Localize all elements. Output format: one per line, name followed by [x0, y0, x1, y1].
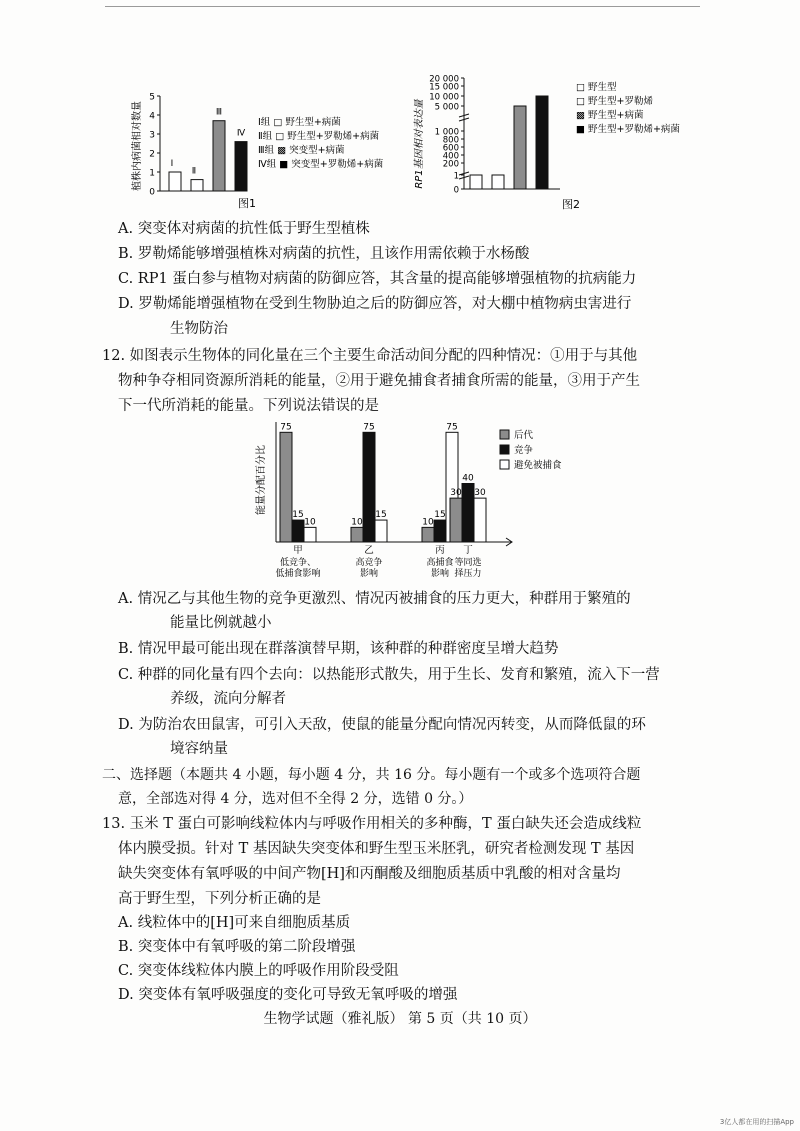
figure-1-bar-label: Ⅲ [215, 107, 223, 118]
figure-3-legend-item: 竞争 [514, 445, 534, 456]
figure-3-group-label: 丙 [435, 545, 445, 556]
q13-option-a: A. 线粒体中的[H]可来自细胞质基质 [118, 915, 351, 931]
figure-3-bar-label: 30 [450, 488, 462, 499]
figure-2-legend-item: ▩ 野生型+病菌 [576, 110, 644, 121]
q11-option-d-cont: 生物防治 [170, 321, 228, 337]
figure-3-group-desc: 影响 [430, 569, 450, 579]
q12-option-c: C. 种群的同化量有四个去向：以热能形式散失，用于生长、发育和繁殖，流入下一营 [118, 667, 660, 683]
figure-2-ytick-label: 10 000 [429, 92, 459, 103]
figure-1-bar-label: Ⅰ [170, 159, 174, 169]
q13-stem-4: 高于野生型，下列分析正确的是 [118, 891, 321, 907]
figure-2-bar [492, 175, 504, 189]
figure-2-legend-item: □ 野生型 [576, 82, 617, 93]
q12-stem-3: 下一代所消耗的能量。下列说法错误的是 [118, 398, 379, 414]
figure-3-group-desc: 高竞争 [355, 558, 383, 568]
q11-option-a: A. 突变体对病菌的抗性低于野生型植株 [118, 221, 370, 237]
figure-1-bar-label: Ⅳ [236, 128, 246, 139]
figure-1-bar [191, 180, 203, 191]
page-footer: 生物学试题（雅礼版） 第 5 页（共 10 页） [263, 1011, 537, 1027]
figure-3-bar-label: 15 [434, 510, 446, 521]
q12-option-d-cont: 境容纳量 [170, 741, 228, 757]
figure-3-legend-item: 后代 [514, 430, 534, 441]
figure-1-legend-item: Ⅲ组 ▩ 突变型+病菌 [258, 145, 345, 156]
figure-1-chart [128, 88, 384, 210]
figure-3-bar-label: 75 [363, 422, 375, 433]
figure-3-legend-swatch [500, 430, 509, 439]
figure-1-ytick-label: 3 [149, 130, 155, 141]
figure-3-bar-label: 10 [422, 517, 434, 528]
figure-3-group-desc: 高捕食 [426, 558, 454, 568]
figure-3-group-label: 丁 [463, 545, 473, 556]
q11-option-d: D. 罗勒烯能增强植物在受到生物胁迫之后的防御应答，对大棚中植物病虫害进行 [118, 296, 632, 312]
figure-3-bar-label: 15 [375, 510, 387, 521]
figure-2-bar [470, 175, 482, 189]
figure-2-legend-item: ■ 野生型+罗勒烯+病菌 [576, 124, 680, 135]
section-2-header-cont: 意，全部选对得 4 分，选对但不全得 2 分，选错 0 分。） [118, 791, 473, 807]
figure-3-bar [292, 520, 304, 542]
q12-option-b: B. 情况甲最可能出现在群落演替早期，该种群的种群密度呈增大趋势 [118, 641, 559, 657]
figure-2-ylabel: RP1基因相对表达量 [414, 99, 425, 189]
figure-3-legend-swatch [500, 460, 509, 469]
figure-3-bar [434, 520, 446, 542]
figure-3-bar-label: 75 [446, 422, 458, 433]
figure-1-ytick-label: 0 [149, 187, 155, 198]
q12-option-a-cont: 能量比例就越小 [170, 615, 272, 631]
figure-1-ytick-label: 5 [149, 92, 155, 103]
figure-2-legend-item: □ 野生型+罗勒烯 [576, 96, 653, 107]
section-2-header: 二、选择题（本题共 4 小题，每小题 4 分，共 16 分。每小题有一个或多个选项符合题 [102, 767, 641, 783]
figure-3-bar-label: 10 [304, 517, 316, 528]
q12-stem-1: 12. 如图表示生物体的同化量在三个主要生命活动间分配的四种情况：①用于与其他 [102, 348, 638, 364]
q12-option-d: D. 为防治农田鼠害，可引入天敌，使鼠的能量分配向情况丙转变，从而降低鼠的环 [118, 717, 646, 733]
figure-3-group-desc: 低竞争、 [279, 558, 317, 568]
q13-option-c: C. 突变体线粒体内膜上的呼吸作用阶段受阻 [118, 963, 399, 979]
figure-1-caption: 图1 [238, 197, 256, 210]
figure-3-ylabel: 能量分配百分比 [256, 445, 267, 515]
figure-1-bar [213, 121, 225, 191]
q12-option-c-cont: 养级，流向分解者 [170, 691, 286, 707]
figure-3-group-desc: 低捕食影响 [275, 569, 321, 579]
figure-3-bar [375, 520, 387, 542]
figure-3-bar-label: 15 [292, 510, 304, 521]
figure-1-bar [169, 172, 181, 191]
figure-1-ytick-label: 4 [149, 111, 155, 122]
q12-option-a: A. 情况乙与其他生物的竞争更激烈、情况丙被捕食的压力更大，种群用于繁殖的 [118, 591, 631, 607]
q13-stem-2: 体内膜受损。针对 T 基因缺失突变体和野生型玉米胚乳，研究者检测发现 T 基因 [118, 841, 635, 857]
figure-3-bar [474, 498, 486, 542]
figure-2-caption: 图2 [562, 198, 580, 211]
figure-2-ytick-label: 20 000 [429, 74, 459, 85]
figure-3-group-desc: 影响 [359, 569, 379, 579]
figure-3-group-label: 甲 [293, 545, 303, 556]
q13-stem-3: 缺失突变体有氧呼吸的中间产物[H]和丙酮酸及细胞质基质中乳酸的相对含量均 [118, 866, 621, 882]
figure-1-legend-item: Ⅱ组 □ 野生型+罗勒烯+病菌 [258, 131, 380, 142]
figure-2-ytick-label: 0 [453, 185, 459, 196]
figure-2-ytick-label: 800 [442, 135, 459, 146]
figure-3-bar [462, 484, 474, 543]
figure-3-legend-item: 避免被捕食 [514, 460, 562, 471]
q12-stem-2: 物种争夺相同资源所消耗的能量，②用于避免捕食者捕食所需的能量，③用于产生 [118, 373, 640, 389]
figure-2-ytick-label: 15 000 [429, 82, 459, 93]
figure-1-bar-label: Ⅱ [191, 166, 197, 177]
figure-2-ytick-label: 600 [442, 143, 459, 154]
figure-2-ytick-label: 5 000 [434, 102, 459, 113]
figure-3-bar-label: 40 [462, 473, 474, 484]
figure-3-group-desc: 等同选 [454, 558, 482, 568]
figure-2-ytick-label: 400 [442, 151, 459, 162]
figure-2-ytick-label: 1 [453, 171, 459, 182]
q13-option-d: D. 突变体有氧呼吸强度的变化可导致无氧呼吸的增强 [118, 987, 458, 1003]
q11-option-c: C. RP1 蛋白参与植物对病菌的防御应答，其含量的提高能够增强植物的抗病能力 [118, 271, 637, 287]
figure-2-bar [536, 96, 548, 189]
figure-3-legend-swatch [500, 445, 509, 454]
figure-1-bar [235, 142, 247, 191]
figure-1-ylabel: 植株内病菌相对数量 [132, 101, 143, 191]
figure-1-legend-item: Ⅰ组 □ 野生型+病菌 [258, 117, 341, 128]
figure-3-bar-label: 30 [474, 488, 486, 499]
scanner-note: 3亿人都在用的扫描App [719, 1118, 794, 1126]
figure-3-bar [422, 527, 434, 542]
figure-2-ytick-label: 200 [442, 159, 459, 170]
figure-1-ytick-label: 2 [149, 149, 155, 160]
figure-2-bar [514, 106, 526, 189]
figure-3-bar-label: 75 [280, 422, 292, 433]
figure-3-bar [280, 432, 292, 542]
figure-3-chart [250, 420, 580, 585]
figure-2-ytick-label: 1 000 [434, 127, 459, 138]
q13-stem-1: 13. 玉米 T 蛋白可影响线粒体内与呼吸作用相关的多种酶，T 蛋白缺失还会造成线粒 [102, 816, 642, 832]
figure-3-bar [351, 527, 363, 542]
q11-option-b: B. 罗勒烯能够增强植株对病菌的抗性，且该作用需依赖于水杨酸 [118, 246, 530, 262]
figure-3-bar [450, 498, 462, 542]
figure-1-legend-item: Ⅳ组 ■ 突变型+罗勒烯+病菌 [258, 159, 384, 170]
figure-3-group-label: 乙 [364, 545, 374, 556]
figure-3-bar [304, 527, 316, 542]
figure-2-chart [410, 72, 710, 212]
figure-3-bar [363, 432, 375, 542]
q13-option-b: B. 突变体中有氧呼吸的第二阶段增强 [118, 939, 356, 955]
top-rule [105, 6, 700, 7]
figure-1-ytick-label: 1 [149, 168, 155, 179]
figure-3-group-desc: 择压力 [454, 569, 482, 579]
figure-3-bar-label: 10 [351, 517, 363, 528]
